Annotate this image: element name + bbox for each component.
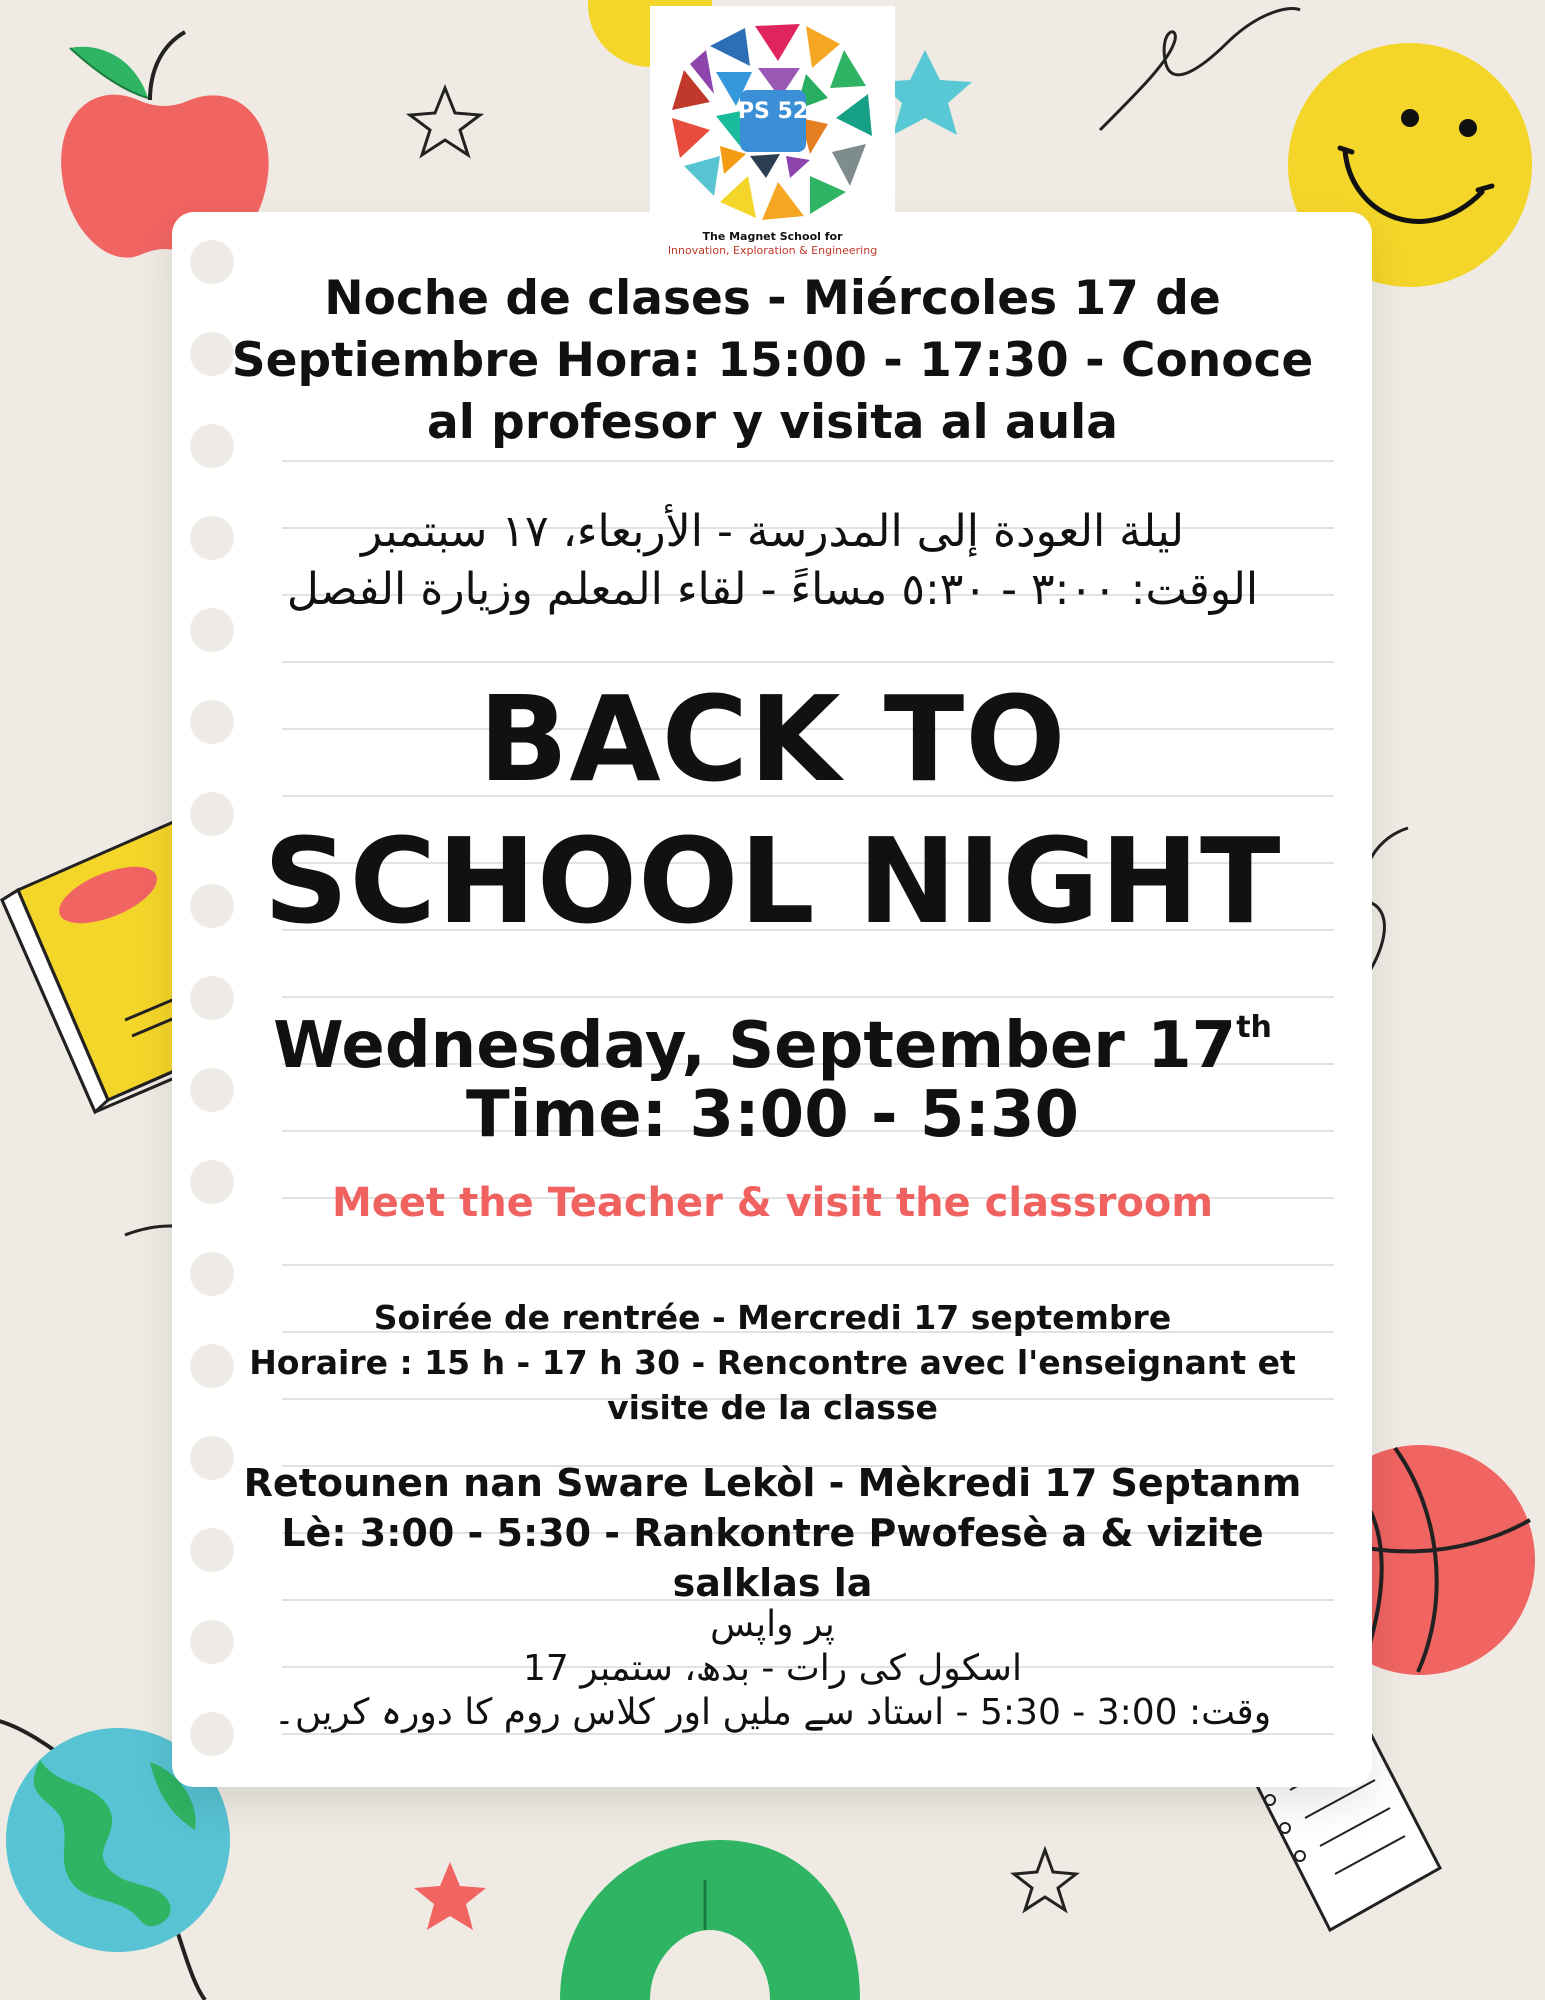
protractor-icon (560, 1840, 860, 2000)
squiggle-line (1100, 9, 1300, 130)
french-line3: visite de la classe (607, 1388, 938, 1427)
star-icon (410, 88, 480, 155)
logo-caption-line2: Innovation, Exploration & Engineering (667, 244, 878, 257)
french-line2: Horaire : 15 h - 17 h 30 - Rencontre avec l'enseignant et (249, 1343, 1296, 1382)
title-line1: BACK TO (478, 670, 1067, 808)
creole-line3: salklas la (672, 1561, 873, 1605)
event-tagline: Meet the Teacher & visit the classroom (331, 1180, 1214, 1226)
paper-rule (282, 661, 1334, 663)
paper-rule (282, 460, 1334, 462)
arabic-announcement (0, 503, 1545, 619)
urdu-line1: پر واپس (710, 1604, 835, 1645)
creole-line2: Lè: 3:00 - 5:30 - Rankontre Pwofesè a & vizite (281, 1511, 1264, 1555)
paper-hole (190, 1252, 234, 1296)
urdu-line3: وقت: 3:00 - 5:30 - استاد سے ملیں اور کلاس روم کا دورہ کریں۔ (273, 1692, 1272, 1733)
star-icon (1014, 1850, 1076, 1910)
logo-badge-text: PS 52 (737, 99, 809, 124)
title-line2: SCHOOL NIGHT (263, 812, 1282, 950)
logo-caption-line1: The Magnet School for (702, 230, 843, 243)
star-icon (414, 1862, 486, 1930)
creole-announcement (0, 1458, 1545, 1608)
event-date-suffix: th (1236, 1010, 1272, 1045)
urdu-announcement (0, 1603, 1545, 1735)
spanish-line1: Noche de clases - Miércoles 17 de (324, 271, 1221, 326)
logo-mosaic-icon (650, 6, 895, 228)
school-logo (650, 6, 895, 266)
paper-rule (282, 1264, 1334, 1266)
event-time: Time: 3:00 - 5:30 (465, 1078, 1080, 1152)
french-line1: Soirée de rentrée - Mercredi 17 septembre (373, 1298, 1172, 1337)
page-title (0, 668, 1545, 952)
event-date (0, 990, 1545, 1084)
spanish-announcement (0, 268, 1545, 454)
urdu-line2: اسکول کی رات - بدھ، ستمبر 17 (523, 1648, 1022, 1689)
french-announcement (0, 1295, 1545, 1430)
spanish-line2: Septiembre Hora: 15:00 - 17:30 - Conoce (231, 333, 1314, 388)
spanish-line3: al profesor y visita al aula (426, 395, 1118, 450)
logo-caption (650, 230, 895, 258)
event-date-text: Wednesday, September 17 (273, 1009, 1237, 1083)
arabic-line1: ليلة العودة إلى المدرسة - الأربعاء، ١٧ سبتمبر (360, 506, 1185, 557)
creole-line1: Retounen nan Sware Lekòl - Mèkredi 17 Septanm (243, 1461, 1302, 1505)
arabic-line2: الوقت: ٣:٠٠ - ٥:٣٠ مساءً - لقاء المعلم وزيارة الفصل (286, 564, 1259, 615)
